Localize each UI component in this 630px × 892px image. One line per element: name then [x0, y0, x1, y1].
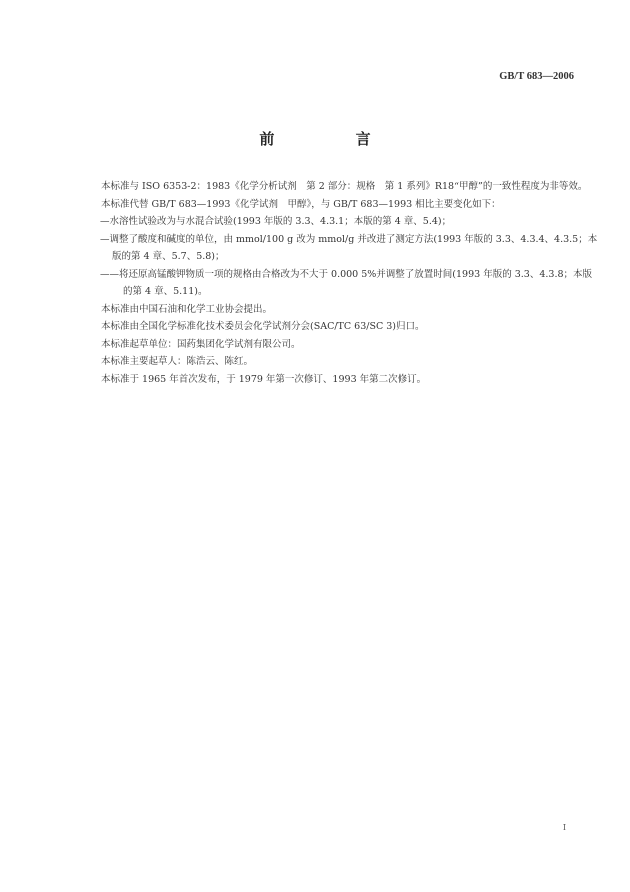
paragraph-equivalence: 本标准与 ISO 6353-2：1983《化学分析试剂 第 2 部分：规格 第 1 系列》R18“甲醇”的一致性程度为非等效。 — [101, 181, 588, 192]
standard-code: GB/T 683—2006 — [499, 71, 574, 82]
paragraph-drafters: 本标准主要起草人：陈浩云、陈红。 — [101, 356, 254, 367]
change-item-1: —水溶性试验改为与水混合试验(1993 年版的 3.3、4.3.1；本版的第 4 章、5.4)； — [100, 216, 452, 227]
paragraph-drafting-unit: 本标准起草单位：国药集团化学试剂有限公司。 — [101, 338, 301, 350]
paragraph-history: 本标准于 1965 年首次发布，于 1979 年第一次修订、1993 年第二次修订。 — [101, 373, 427, 385]
paragraph-replaces: 本标准代替 GB/T 683—1993《化学试剂 甲醇》，与 GB/T 683—1993 相比主要变化如下： — [101, 198, 501, 210]
page-number: I — [562, 823, 566, 832]
change-item-2: —调整了酸度和碱度的单位，由 mmol/100 g 改为 mmol/g 并改进了测定方法(1993 年版的 3.3、4.3.4、4.3.5；本版的第 4 章、5.7、5.8)； — [100, 233, 598, 262]
page-title: 前 言 — [259, 130, 409, 148]
paragraph-proposer: 本标准由中国石油和化学工业协会提出。 — [101, 303, 273, 315]
paragraph-committee: 本标准由全国化学标准化技术委员会化学试剂分会(SAC/TC 63/SC 3)归口。 — [101, 321, 425, 332]
foreword-body — [80, 178, 600, 388]
change-item-3: ——将还原高锰酸钾物质一项的规格由合格改为不大于 0.000 5%并调整了放置时间(1993 年版的 3.3、4.3.8；本版的第 4 章、5.11)。 — [100, 268, 593, 297]
